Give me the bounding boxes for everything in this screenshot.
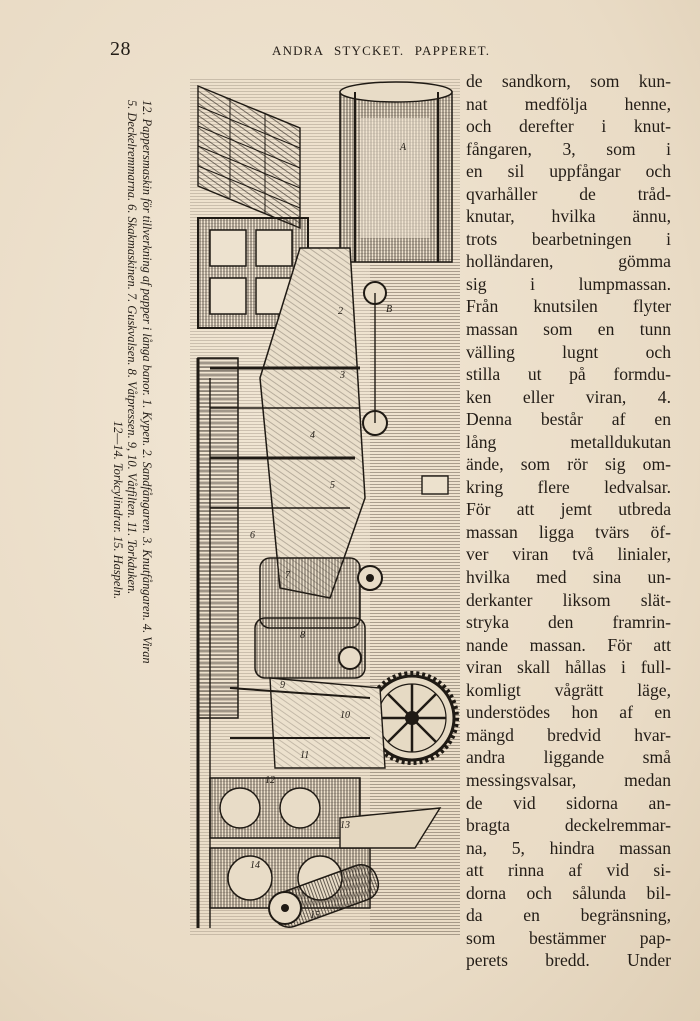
- text-line: sig i lumpmassan.: [466, 273, 671, 294]
- text-line: de sandkorn, som kun-: [466, 71, 671, 91]
- text-line: nande massan. För att: [466, 634, 671, 655]
- text-line: da en begränsning,: [466, 905, 671, 926]
- text-line: bragta deckelremmar-: [466, 815, 671, 836]
- figure-label-A: A: [400, 142, 407, 153]
- text-line: dorna och sålunda bil-: [466, 882, 671, 903]
- text-line: holländaren, gömma: [466, 251, 671, 272]
- text-line: att rinna af vid si-: [466, 860, 671, 881]
- figure-label-5: 5: [330, 480, 335, 491]
- text-line: ände, som rör sig om-: [466, 454, 671, 475]
- page-number: 28: [110, 38, 131, 60]
- figure-label-15: 15: [310, 910, 320, 921]
- text-line: ken eller viran, 4.: [466, 386, 671, 407]
- text-line: perets bredd. Under: [466, 950, 671, 971]
- figure-label-12: 12: [265, 775, 275, 786]
- text-line: Denna består af en: [466, 409, 671, 430]
- figure-label-2: 2: [338, 306, 343, 317]
- text-line: ver viran två linialer,: [466, 544, 671, 565]
- text-line: viran skall hållas i full-: [466, 657, 671, 678]
- figure-label-4: 4: [310, 430, 315, 441]
- text-line: som bestämmer pap-: [466, 927, 671, 948]
- figure-label-10: 10: [340, 710, 350, 721]
- text-line: massan som en tunn: [466, 319, 671, 340]
- text-line: hvilka med sina un-: [466, 567, 671, 588]
- figure-caption: [111, 100, 154, 920]
- figure-label-8: 8: [300, 630, 305, 641]
- text-line: och derefter i knut-: [466, 116, 671, 137]
- caption-line-2: 5. Deckelremmarna. 6. Skakmaskinen. 7. Guskvalsen. 8. Våtpressen. 9, 10. Våtfilten. 11. Torkduken.: [125, 100, 140, 595]
- figure-label-6: 6: [250, 530, 255, 541]
- text-line: knutar, hvilka ännu,: [466, 206, 671, 227]
- text-line: derkanter liksom slät-: [466, 589, 671, 610]
- figure-label-13: 13: [340, 820, 350, 831]
- paper-machine-engraving: [190, 78, 460, 936]
- text-line: stryka den framrin-: [466, 612, 671, 633]
- text-line: nat medfölja henne,: [466, 93, 671, 114]
- text-line: komligt vågrätt läge,: [466, 679, 671, 700]
- text-line: För att jemt utbreda: [466, 499, 671, 520]
- text-line: Från knutsilen flyter: [466, 296, 671, 317]
- text-line: fångaren, 3, som i: [466, 138, 671, 159]
- figure-label-B: B: [386, 304, 393, 315]
- text-line: andra liggande små: [466, 747, 671, 768]
- body-text-column: [466, 70, 671, 972]
- text-line: messingsvalsar, medan: [466, 769, 671, 790]
- figure-label-9: 9: [280, 680, 285, 691]
- figure-label-14: 14: [250, 860, 260, 871]
- caption-line-1: 12. Pappersmaskin för tillverkning af papper i långa banor. 1. Kypen. 2. Sandfångaren. 3. Knutfångaren. 4. Viran: [140, 100, 154, 664]
- text-line: mängd bredvid hvar-: [466, 724, 671, 745]
- text-line: välling lugnt och: [466, 341, 671, 362]
- text-line: na, 5, hindra massan: [466, 837, 671, 858]
- figure-label-7: 7: [285, 570, 290, 581]
- text-line: kring flere ledvalsar.: [466, 476, 671, 497]
- figure-label-11: 11: [300, 750, 310, 761]
- text-line: en sil uppfångar och: [466, 161, 671, 182]
- figure-label-3: 3: [340, 370, 345, 381]
- running-head: ANDRA STYCKET. PAPPERET.: [272, 43, 491, 58]
- text-line: massan ligga tvärs öf-: [466, 521, 671, 542]
- text-line: lång metalldukutan: [466, 431, 671, 452]
- text-line: trots bearbetningen i: [466, 228, 671, 249]
- text-line: stilla ut på formdu-: [466, 364, 671, 385]
- text-line: qvarhåller de tråd-: [466, 183, 671, 204]
- text-line: de vid sidorna an-: [466, 792, 671, 813]
- caption-line-3: 12—14. Torkcylindrar. 15. Haspeln.: [111, 420, 125, 600]
- vat-kype: [340, 82, 452, 262]
- text-line: understödes hon af en: [466, 702, 671, 723]
